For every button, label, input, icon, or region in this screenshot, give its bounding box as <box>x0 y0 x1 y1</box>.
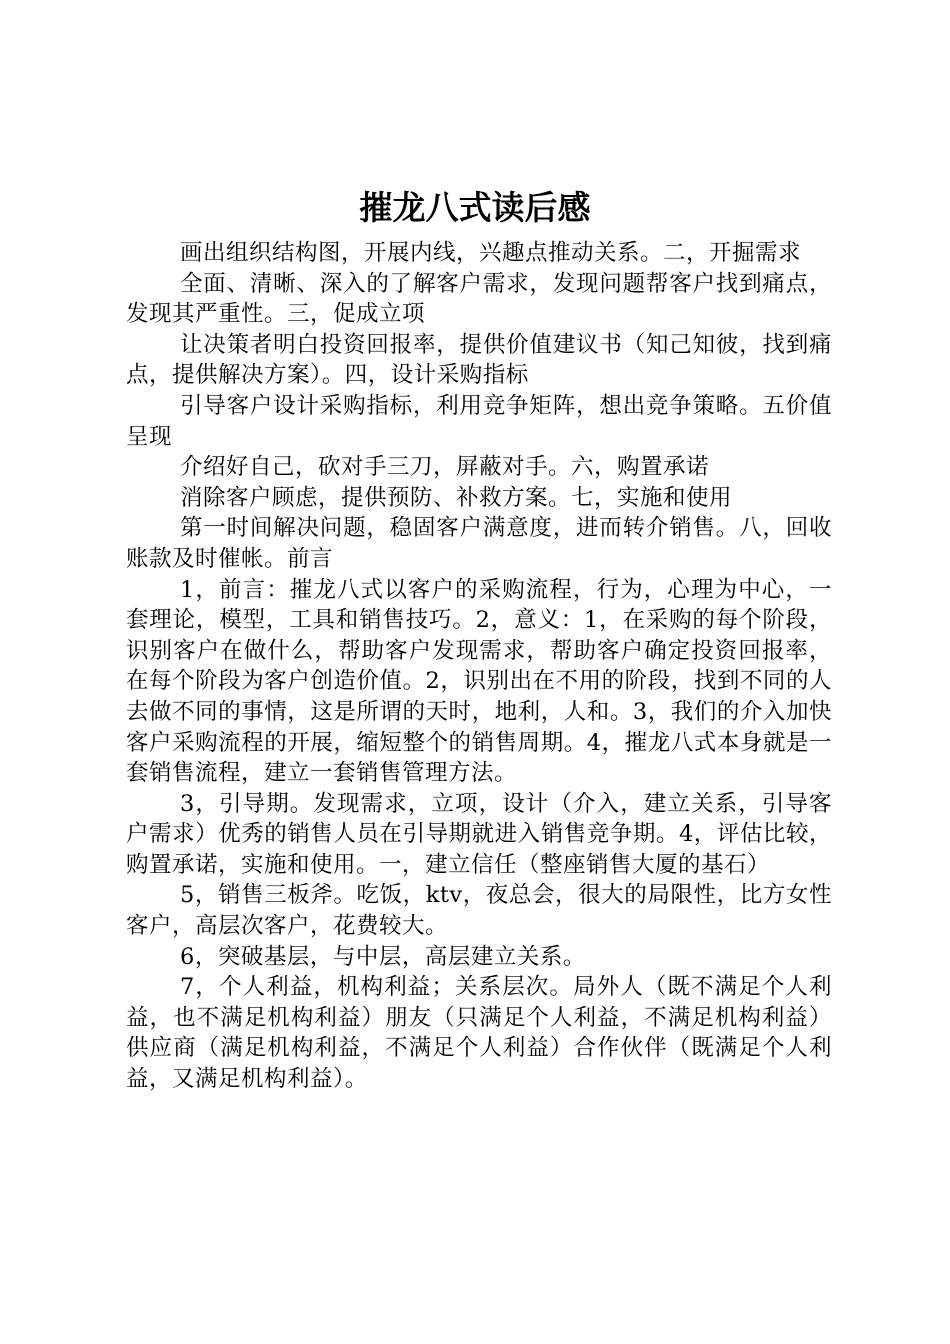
paragraph: 第一时间解决问题，稳固客户满意度，进而转介销售。八，回收账款及时催帐。前言 <box>126 515 832 572</box>
paragraph: 引导客户设计采购指标，利用竞争矩阵，想出竞争策略。五价值呈现 <box>126 392 832 450</box>
document-title: 摧龙八式读后感 <box>359 188 591 227</box>
paragraph: 3，引导期。发现需求，立项，设计（介入，建立关系，引导客户需求）优秀的销售人员在引导期就进入销售竞争期。4，评估比较，购置承诺，实施和使用。一，建立信任（整座销售大厦的基石） <box>126 790 832 878</box>
paragraph: 5，销售三板斧。吃饭，ktv，夜总会，很大的局限性，比方女性客户，高层次客户，花费较大。 <box>126 882 832 940</box>
paragraph: 消除客户顾虑，提供预防、补救方案。七，实施和使用 <box>180 484 733 511</box>
paragraph: 全面、清晰、深入的了解客户需求，发现问题帮客户找到痛点，发现其严重性。三，促成立项 <box>126 270 832 328</box>
paragraph: 7，个人利益，机构利益；关系层次。局外人（既不满足个人利益，也不满足机构利益）朋友（只满足个人利益，不满足机构利益）供应商（满足机构利益，不满足个人利益）合作伙伴（既满足个人利益，又满足机构利益）。 <box>126 974 832 1093</box>
paragraph: 6，突破基层，与中层，高层建立关系。 <box>180 943 586 970</box>
paragraph: 介绍好自己，砍对手三刀，屏蔽对手。六，购置承诺 <box>180 454 710 481</box>
paragraph: 让决策者明白投资回报率，提供价值建议书（知己知彼，找到痛点，提供解决方案）。四，设计采购指标 <box>126 331 832 389</box>
document-body <box>126 238 832 1095</box>
paragraph: 画出组织结构图，开展内线，兴趣点推动关系。二，开掘需求 <box>180 240 802 266</box>
paragraph: 1，前言：摧龙八式以客户的采购流程，行为，心理为中心，一套理论，模型，工具和销售技巧。2，意义：1，在采购的每个阶段，识别客户在做什么，帮助客户发现需求，帮助客户确定投资回报率，在每个阶段为客户创造价值。2，识别出在不用的阶段，找到不同的人去做不同的事情，这是所谓的天时，地利，人和。3，我们的介入加快客户采购流程的开展，缩短整个的销售周期。4，摧龙八式本身就是一套销售流程，建立一套销售管理方法。 <box>126 576 832 787</box>
